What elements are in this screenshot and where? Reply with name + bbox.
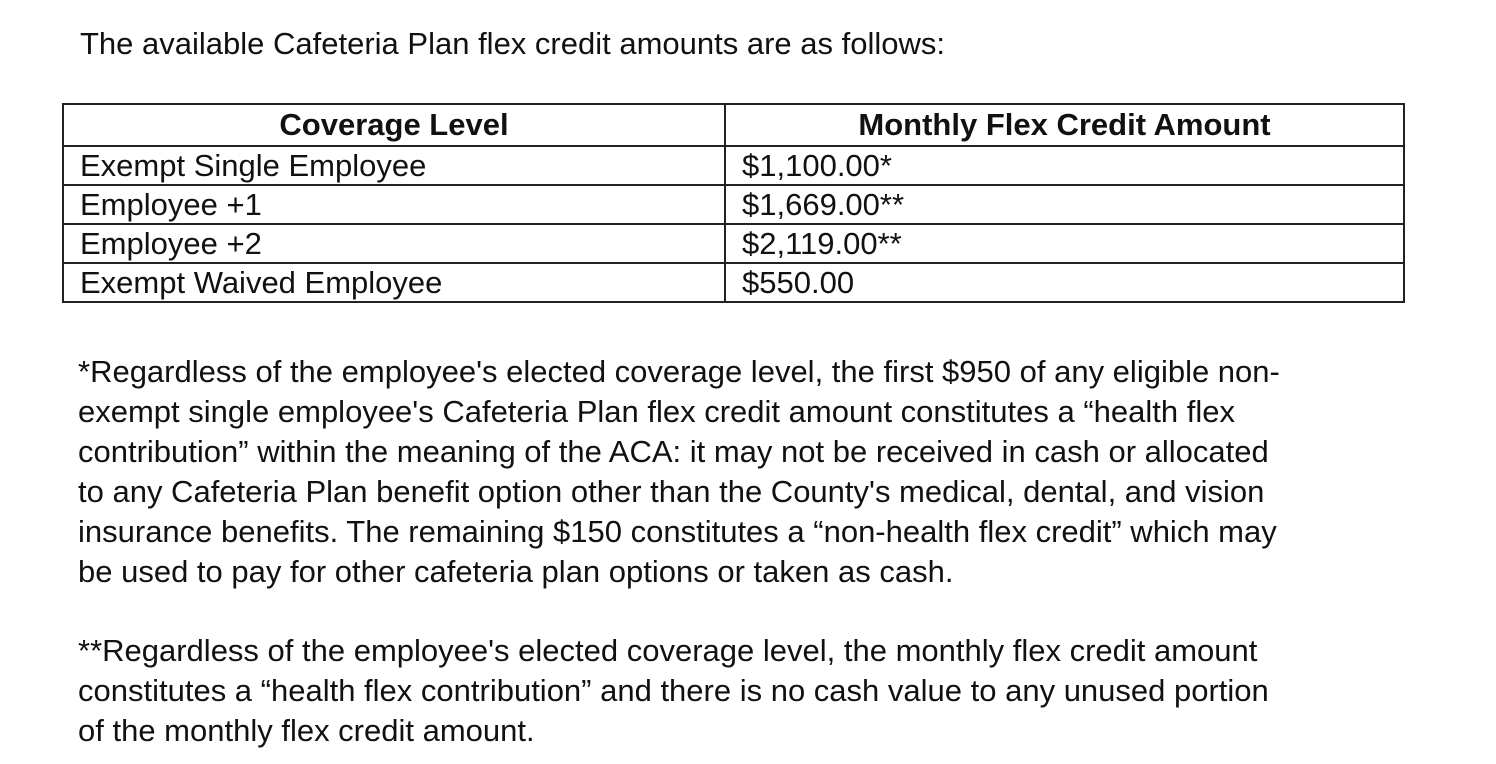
table-header-row [63, 104, 1404, 146]
footnote-line: be used to pay for other cafeteria plan options or taken as cash. [78, 554, 954, 589]
footnote-line: to any Cafeteria Plan benefit option other than the County's medical, dental, and vision [78, 474, 1265, 509]
intro-text: The available Cafeteria Plan flex credit amounts are as follows: [80, 26, 945, 61]
table-row [63, 185, 1404, 224]
flex-credit-amount-cell: $1,669.00** [725, 185, 1404, 224]
footnote-line: insurance benefits. The remaining $150 constitutes a “non-health flex credit” which may [78, 514, 1277, 549]
table-row [63, 146, 1404, 185]
coverage-level-cell: Employee +2 [63, 224, 725, 263]
footnote-line: *Regardless of the employee's elected coverage level, the first $950 of any eligible non- [78, 354, 1280, 389]
coverage-level-cell: Exempt Waived Employee [63, 263, 725, 302]
table-row [63, 224, 1404, 263]
coverage-level-cell: Employee +1 [63, 185, 725, 224]
flex-credit-amount-cell: $1,100.00* [725, 146, 1404, 185]
footnote-line: exempt single employee's Cafeteria Plan flex credit amount constitutes a “health flex [78, 394, 1235, 429]
flex-credit-amount-cell: $2,119.00** [725, 224, 1404, 263]
footnote-line: contribution” within the meaning of the ACA: it may not be received in cash or allocated [78, 434, 1269, 469]
table-row [63, 263, 1404, 302]
footnote-double-asterisk [78, 631, 1418, 751]
flex-credit-amount-cell: $550.00 [725, 263, 1404, 302]
flex-credit-table [62, 103, 1405, 303]
footnote-line: of the monthly flex credit amount. [78, 713, 535, 748]
footnote-single-asterisk [78, 352, 1418, 592]
coverage-level-cell: Exempt Single Employee [63, 146, 725, 185]
footnote-line: **Regardless of the employee's elected coverage level, the monthly flex credit amount [78, 633, 1258, 668]
header-monthly-flex-credit-amount: Monthly Flex Credit Amount [725, 104, 1404, 146]
footnote-line: constitutes a “health flex contribution” and there is no cash value to any unused portion [78, 673, 1269, 708]
header-coverage-level: Coverage Level [63, 104, 725, 146]
